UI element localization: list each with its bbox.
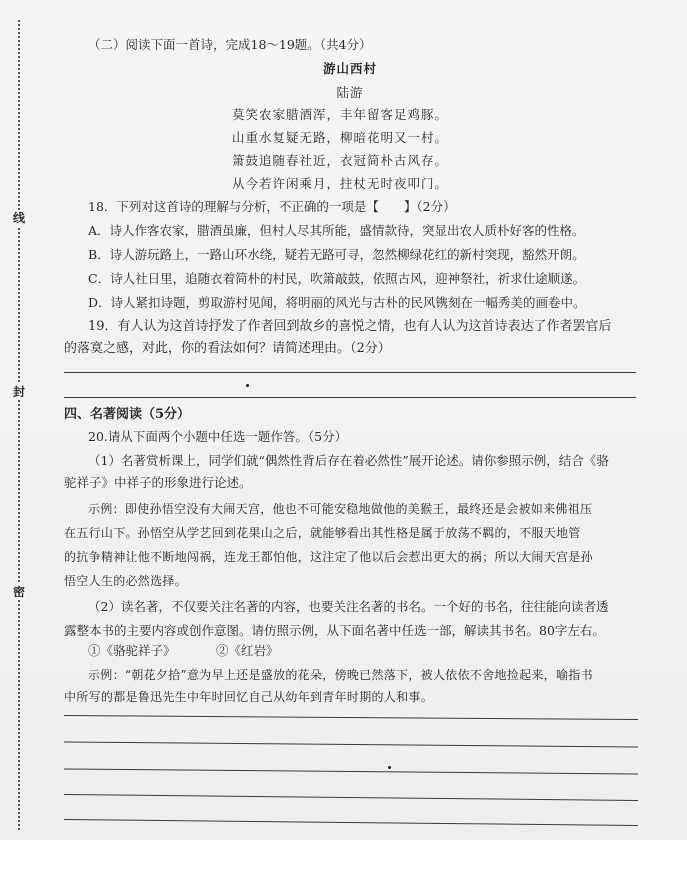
q19-answer-line-2[interactable] (64, 397, 636, 398)
q19-line-1: 19．有人认为这首诗抒发了作者回到故乡的喜悦之情，也有人认为这首诗表达了作者罢官后 (88, 319, 612, 334)
binding-mark-xian: 线 (12, 211, 25, 225)
section4-header: 四、名著阅读（5分） (64, 407, 191, 422)
q20-part2-line-2: 露整本书的主要内容或创作意图。请仿照示例，从下面名著中任选一部，解读其书名。80字左右。 (64, 623, 605, 638)
q20-part1-line-2: 驼祥子》中祥子的形象进行论述。 (64, 475, 252, 490)
q20-stem: 20.请从下面两个小题中任选一题作答。（5分） (88, 429, 348, 444)
binding-dotted-line (18, 20, 20, 830)
poem-line-3: 箫鼓追随春社近，衣冠简朴古风存。 (232, 153, 449, 168)
section2-header: （二）阅读下面一首诗，完成18～19题。（共4分） (88, 37, 372, 52)
binding-mark-feng: 封 (12, 385, 25, 399)
q20-part2-line-1: （2）读名著，不仅要关注名著的内容，也要关注名著的书名。一个好的书名，往往能向读者透 (88, 599, 609, 614)
q19-answer-line-1[interactable] (64, 372, 636, 373)
q20-choice-camel-xiangzi: ①《骆驼祥子》 (88, 643, 176, 658)
poem-author: 陆游 (336, 85, 364, 100)
q18-option-b: B．诗人游玩路上，一路山环水绕，疑若无路可寻，忽然柳绿花红的新村突现，豁然开朗。 (88, 247, 585, 262)
q18-option-d: D．诗人紧扣诗题，剪取游村见闻，将明丽的风光与古朴的民风镌刻在一幅秀美的画卷中。 (88, 295, 586, 310)
q20-example2-line-2: 中所写的都是鲁迅先生中年时回忆自己从幼年到青年时期的人和事。 (64, 690, 434, 704)
poem-line-1: 莫笑农家腊酒浑，丰年留客足鸡豚。 (232, 107, 449, 122)
poem-title: 游山西村 (322, 61, 377, 76)
scan-speck (246, 384, 249, 387)
scan-speck-2 (388, 766, 391, 769)
q20-example2-line-1: 示例：“朝花夕拾”意为早上还是盛放的花朵，傍晚已然落下，被人依依不舍地捡起来，喻指书 (88, 668, 593, 682)
q18-option-a: A．诗人作客农家，腊酒虽廉，但村人尽其所能，盛情款待，突显出农人质朴好客的性格。 (88, 223, 585, 238)
q20-choice-hongyan: ②《红岩》 (216, 643, 279, 658)
q20-example1-line-2: 在五行山下。孙悟空从学艺回到花果山之后，就能够看出其性格是属于放荡不羁的，不服天地管 (64, 526, 581, 540)
q18-option-c: C．诗人社日里，追随衣着简朴的村民，吹箫敲鼓，依照古风，迎神祭社，祈求仕途顺遂。 (88, 271, 586, 286)
bottom-margin (0, 840, 687, 885)
binding-mark-mi: 密 (12, 585, 25, 599)
binding-margin (12, 0, 26, 840)
q20-part1-line-1: （1）名著赏析课上，同学们就“偶然性背后存在着必然性”展开论述。请你参照示例，结合《骆 (88, 453, 609, 468)
poem-line-4: 从今若许闲乘月，拄杖无时夜叩门。 (232, 176, 449, 191)
q20-example1-line-1: 示例：即使孙悟空没有大闹天宫，他也不可能安稳地做他的美猴王，最终还是会被如来佛祖压 (88, 502, 593, 516)
q20-example1-line-4: 悟空人生的必然选择。 (64, 574, 188, 588)
q19-line-2: 的落寞之感，对此，你的看法如何？请简述理由。（2分） (64, 341, 391, 356)
q18-stem: 18．下列对这首诗的理解与分析，不正确的一项是【 】（2分） (88, 199, 456, 214)
q20-example1-line-3: 的抗争精神让他不断地闯祸，连龙王都怕他，这注定了他以后会惹出更大的祸；所以大闹天宫是孙 (64, 550, 593, 564)
poem-line-2: 山重水复疑无路，柳暗花明又一村。 (232, 130, 449, 145)
